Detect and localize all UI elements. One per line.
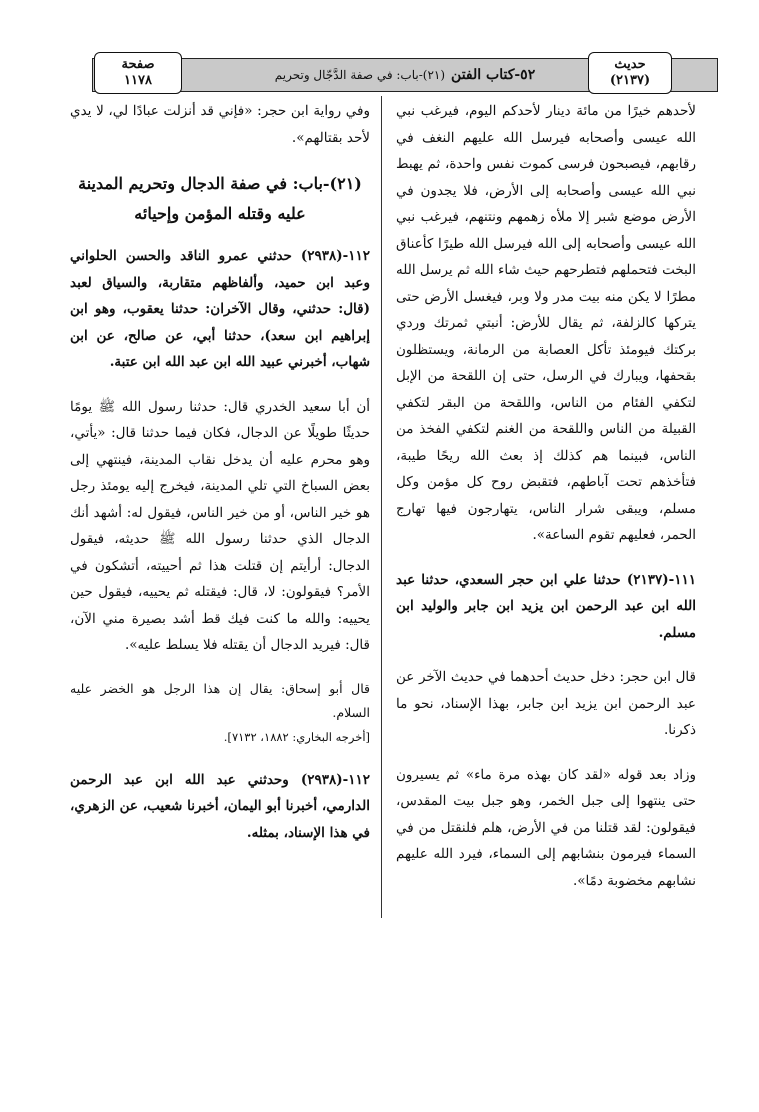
right-column (396, 98, 696, 912)
addition-text (396, 762, 696, 895)
paragraph: لأحدهم خيرًا من مائة دينار لأحدكم اليوم، فيرغب نبي الله عيسى وأصحابه فيرسل الله عليهم النغف في رقابهم، فيصبحون فرسى كموت نفس واحدة، ثم يهبط نبي الله عيسى وأصحابه إلى الأرض، فلا يجدون في الأرض موضع شبر إلا ملأه زهمهم ونتنهم، فيرغب نبي الله عيسى وأصحابه إلى الله فيرسل الله طيرًا كأعناق البخت فتحملهم فتطرحهم حيث شاء الله ثم يرسل الله مطرًا لا يكن منه بيت مدر ولا وبر، فيغسل الأرض حتى يتركها كالزلفة، ثم يقال للأرض: أنبتي ثمرتك وردي بركتك فيومئذ تأكل العصابة من الرمانة، ويستظلون بقحفها، ويبارك في الرسل، حتى إن اللقحة من الإبل لتكفي الفئام من الناس، واللقحة من البقر لتكفي القبيلة من الناس واللقحة من الغنم لتكفي الفخذ من الناس، فبينما هم كذلك إذ بعث الله ريحًا طيبة، فتأخذهم تحت آباطهم، فتقبض روح كل مؤمن وكل مسلم، ويبقى شرار الناس، يتهارجون فيها تهارج الحمر، فعليهم تقوم الساعة». (396, 103, 696, 543)
page-number-box (94, 52, 182, 94)
chapter-heading-line: (٢١)-باب: في صفة الدجال وتحريم المدينة (78, 174, 362, 193)
paragraph: وزاد بعد قوله «لقد كان بهذه مرة ماء» ثم يسيرون حتى ينتهوا إلى جبل الخمر، وهو جبل بيت المقدس، فيقولون: لقد قتلنا من في الأرض، هلم فلنقتل من في السماء فيرمون بنشابهم إلى السماء، فيرد الله عليهم نشابهم مخضوبة دمًا». (396, 766, 696, 889)
page-number: ١١٧٨ (124, 73, 152, 88)
book-title: ٥٢-كتاب الفتن (451, 67, 536, 83)
takhrij-reference: [أخرجه البخاري: ١٨٨٢، ٧١٣٢]. (223, 729, 370, 744)
chapter-heading-line: عليه وقتله المؤمن وإحيائه (134, 204, 306, 223)
hadith-label: حديث (614, 57, 646, 72)
hadith-112-chain (70, 243, 370, 376)
paragraph: أن أبا سعيد الخدري قال: حدثنا رسول الله ﷺ يومًا حديثًا طويلًا عن الدجال، فكان فيما حدثنا قال: «يأتي، وهو محرم عليه أن يدخل نقاب المدينة، فينتهي إلى بعض السباخ التي تلي المدينة، فيخرج إليه يومئذ رجل هو خير الناس، أو من خير الناس، فيقول له: أشهد أنك الدجال الذي حدثنا رسول الله ﷺ حديثه، فيقول الدجال: أرأيتم إن قتلت هذا ثم أحييته، أتشكون في الأمر؟ فيقولون: لا، قال: فيقتله ثم يحييه، فيقول حين يحييه: والله ما كنت فيك قط أشد بصيرة مني الآن، قال: فيريد الدجال أن يقتله فلا يسلط عليه». (70, 398, 370, 653)
chapter-reference: (٢١)-باب: في صفة الدَّجّال وتحريم (274, 68, 446, 82)
hadith-112-text (70, 394, 370, 659)
paragraph: ١١١-(٢١٣٧) حدثنا علي ابن حجر السعدي، حدثنا عبد الله ابن عبد الرحمن ابن يزيد ابن جابر والوليد ابن مسلم. (396, 571, 696, 641)
chapter-heading (70, 169, 370, 229)
paragraph: ١١٢-(٢٩٣٨) وحدثني عبد الله ابن عبد الرحمن الدارمي، أخبرنا أبو اليمان، أخبرنا شعيب، عن الزهري، في هذا الإسناد، بمثله. (70, 771, 370, 841)
hadith-number-box (588, 52, 672, 94)
abu-ishaq-note (70, 677, 370, 749)
paragraph: قال ابن حجر: دخل حديث أحدهما في حديث الآخر عن عبد الرحمن ابن يزيد ابن جابر، بهذا الإسناد، نحو ما ذكرنا. (396, 669, 696, 738)
hadith-text-continuation (396, 98, 696, 549)
hadith-number: (٢١٣٧) (609, 73, 651, 88)
paragraph: وفي رواية ابن حجر: «فإني قد أنزلت عبادًا لي، لا يدي لأحد بقتالهم». (70, 103, 370, 146)
hadith-112-second-chain (70, 767, 370, 847)
ibn-hujr-narration (70, 98, 370, 151)
page-label: صفحة (121, 57, 155, 72)
left-column (70, 98, 370, 864)
column-divider (381, 96, 382, 918)
ibn-hujr-note (396, 664, 696, 744)
paragraph: قال أبو إسحاق: يقال إن هذا الرجل هو الخضر عليه السلام. (70, 680, 370, 720)
hadith-111-chain (396, 567, 696, 647)
paragraph: ١١٢-(٢٩٣٨) حدثني عمرو الناقد والحسن الحلواني وعبد ابن حميد، وألفاظهم متقاربة، والسياق لعبد (قال: حدثني، وقال الآخران: حدثنا يعقوب، وهو ابن إبراهيم ابن سعد)، حدثنا أبي، عن صالح، عن ابن شهاب، أخبرني عبيد الله ابن عبد الله ابن عتبة. (70, 248, 370, 370)
